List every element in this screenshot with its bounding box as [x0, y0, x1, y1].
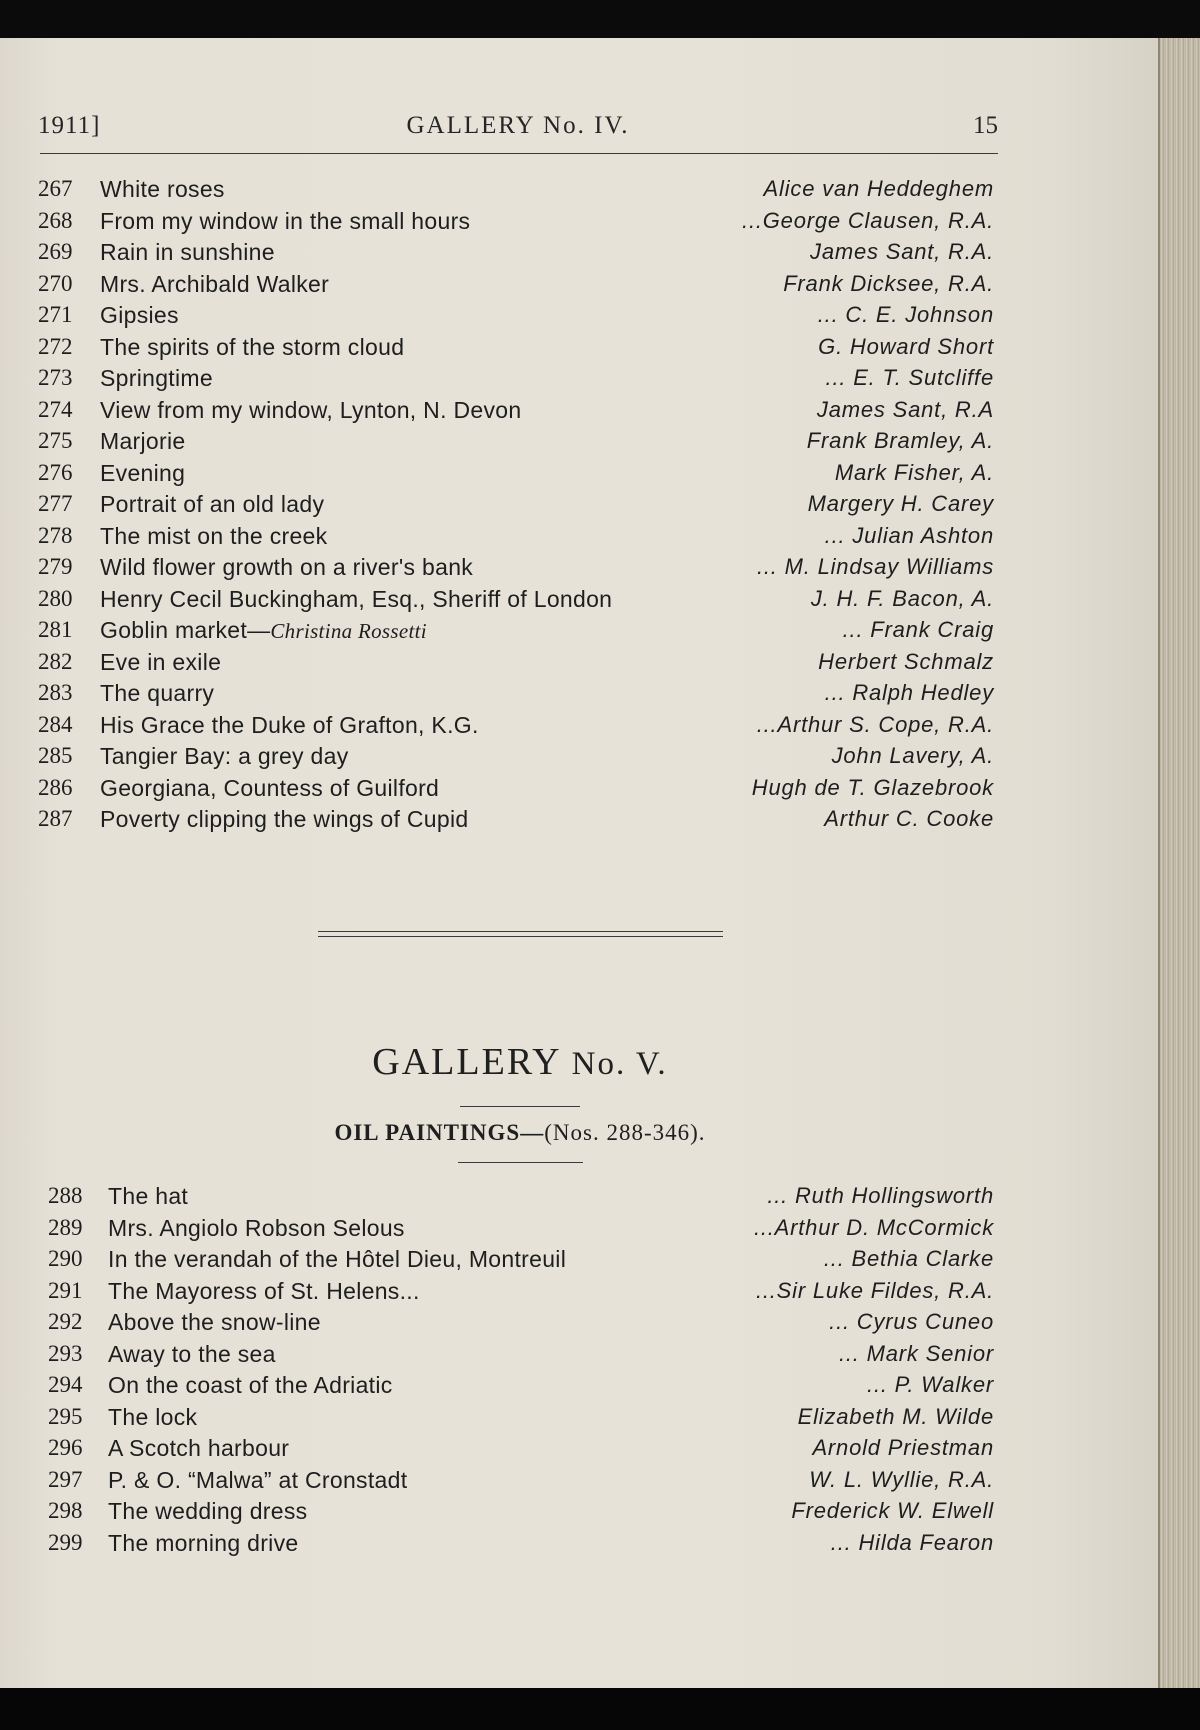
catalogue-entry [0, 712, 1000, 744]
entry-title: Eve in exile [100, 648, 222, 675]
entry-artist: ... Hilda Fearon [830, 1529, 994, 1555]
entry-title: The mist on the creek [100, 522, 328, 549]
entry-title: A Scotch harbour [108, 1435, 290, 1461]
entry-artist: G. Howard Short [818, 333, 994, 359]
catalogue-entry [0, 743, 1000, 775]
entry-number: 276 [38, 459, 73, 485]
entry-literary-reference: Christina Rossetti [270, 619, 427, 643]
entry-artist: ... P. Walker [867, 1372, 994, 1397]
entry-artist: ... Julian Ashton [824, 522, 994, 548]
entry-title: The Mayoress of St. Helens... [108, 1277, 420, 1304]
entry-artist: ...Arthur D. McCormick [753, 1214, 994, 1240]
catalogue-entry [0, 554, 1000, 586]
catalogue-entry [0, 428, 1000, 460]
entry-number: 290 [48, 1246, 83, 1271]
catalogue-entry [0, 1404, 1000, 1436]
section-title-rule [460, 1106, 580, 1107]
entry-title: The morning drive [108, 1529, 299, 1556]
entry-number: 272 [38, 333, 73, 359]
gallery-iv-list [0, 176, 1000, 838]
entry-number: 270 [38, 270, 73, 296]
catalogue-entry [0, 1530, 1000, 1562]
entry-artist: Frank Dicksee, R.A. [783, 270, 994, 296]
entry-number: 281 [38, 617, 73, 642]
book-page-edges [1158, 38, 1200, 1690]
entry-title: P. & O. “Malwa” at Cronstadt [108, 1466, 408, 1493]
entry-number: 277 [38, 491, 73, 516]
entry-title: Poverty clipping the wings of Cupid [100, 806, 469, 832]
entry-number: 298 [48, 1498, 83, 1523]
entry-artist: Elizabeth M. Wilde [797, 1403, 994, 1429]
entry-title: Tangier Bay: a grey day [100, 743, 349, 769]
entry-artist: ... C. E. Johnson [817, 302, 994, 327]
catalogue-entry [0, 586, 1000, 618]
entry-artist: Frank Bramley, A. [806, 428, 994, 453]
entry-artist: Mark Fisher, A. [834, 459, 994, 485]
entry-number: 294 [48, 1372, 83, 1397]
entry-artist: ... Mark Senior [838, 1340, 994, 1366]
entry-title: Mrs. Archibald Walker [100, 270, 330, 297]
catalogue-entry [0, 302, 1000, 334]
section-subtitle [275, 1120, 765, 1146]
catalogue-entry [0, 208, 1000, 240]
entry-artist: ... Cyrus Cuneo [829, 1309, 994, 1334]
catalogue-entry [0, 1183, 1000, 1215]
entry-title: The spirits of the storm cloud [100, 333, 405, 360]
header-rule [40, 153, 998, 154]
entry-number: 283 [38, 680, 73, 705]
entry-number: 289 [48, 1214, 83, 1240]
entry-title: White roses [100, 176, 225, 202]
entry-artist: John Lavery, A. [831, 743, 994, 768]
entry-artist: Margery H. Carey [807, 491, 994, 516]
subtitle-text: OIL PAINTINGS— [334, 1120, 545, 1145]
entry-number: 275 [38, 428, 73, 453]
entry-number: 274 [38, 396, 73, 422]
catalogue-entry [0, 649, 1000, 681]
entry-number: 273 [38, 365, 73, 390]
section-title-text: GALLERY [372, 1041, 561, 1083]
page-number: 15 [973, 112, 998, 139]
entry-artist: Alice van Heddeghem [763, 176, 994, 201]
entry-number: 295 [48, 1403, 83, 1429]
entry-title: In the verandah of the Hôtel Dieu, Montreuil [108, 1246, 567, 1272]
catalogue-entry [0, 1435, 1000, 1467]
entry-number: 271 [38, 302, 73, 327]
entry-title: Above the snow-line [108, 1309, 321, 1335]
entry-title: Portrait of an old lady [100, 491, 325, 517]
entry-title: His Grace the Duke of Grafton, K.G. [100, 711, 479, 738]
entry-title: Gipsies [100, 302, 179, 328]
catalogue-entry [0, 1467, 1000, 1499]
entry-artist: Arthur C. Cooke [824, 806, 994, 831]
catalogue-entry [0, 271, 1000, 303]
entry-artist: ...Arthur S. Cope, R.A. [756, 711, 994, 737]
entry-artist: Frederick W. Elwell [791, 1498, 994, 1523]
header-title: GALLERY No. IV. [406, 112, 630, 139]
entry-title: Mrs. Angiolo Robson Selous [108, 1214, 405, 1241]
catalogue-entry [0, 806, 1000, 838]
entry-title: Rain in sunshine [100, 239, 275, 265]
catalogue-entry [0, 1215, 1000, 1247]
entry-number: 280 [38, 585, 73, 611]
entry-number: 288 [48, 1183, 83, 1208]
entry-title: Wild flower growth on a river's bank [100, 554, 474, 580]
bottom-shadow [0, 1688, 1200, 1730]
entry-artist: ... Ralph Hedley [824, 680, 994, 705]
entry-artist: ...Sir Luke Fildes, R.A. [755, 1277, 994, 1303]
section-subtitle-rule [458, 1162, 583, 1163]
entry-artist: J. H. F. Bacon, A. [810, 585, 994, 611]
catalogue-entry [0, 680, 1000, 712]
entry-title: Georgiana, Countess of Guilford [100, 774, 440, 801]
entry-artist: ... Bethia Clarke [823, 1246, 994, 1271]
entry-number: 267 [38, 176, 73, 201]
entry-number: 299 [48, 1529, 83, 1555]
entry-title: View from my window, Lynton, N. Devon [100, 396, 522, 423]
section-title-number: No. V. [571, 1046, 668, 1082]
entry-number: 285 [38, 743, 73, 768]
subtitle-range: (Nos. 288-346). [544, 1120, 706, 1145]
entry-number: 287 [38, 806, 73, 831]
entry-artist: ... M. Lindsay Williams [756, 554, 994, 579]
entry-number: 279 [38, 554, 73, 579]
entry-number: 268 [38, 207, 73, 233]
entry-artist: Herbert Schmalz [818, 648, 994, 674]
entry-number: 296 [48, 1435, 83, 1460]
entry-number: 284 [38, 711, 73, 737]
entry-artist: ... E. T. Sutcliffe [825, 365, 994, 390]
catalogue-entry [0, 1246, 1000, 1278]
entry-title: On the coast of the Adriatic [108, 1372, 393, 1398]
entry-title-text: Goblin market— [100, 617, 271, 643]
entry-artist: ... Ruth Hollingsworth [767, 1183, 994, 1208]
catalogue-entry [0, 176, 1000, 208]
entry-title [100, 617, 427, 644]
catalogue-entry [0, 334, 1000, 366]
catalogue-entry [0, 397, 1000, 429]
entry-number: 292 [48, 1309, 83, 1334]
entry-artist: ... Frank Craig [842, 617, 994, 642]
entry-artist: Hugh de T. Glazebrook [751, 774, 994, 800]
catalogue-entry [0, 239, 1000, 271]
gallery-v-list [0, 1183, 1000, 1561]
entry-number: 282 [38, 648, 73, 674]
entry-title: The hat [108, 1183, 189, 1209]
entry-title: The lock [108, 1403, 198, 1430]
catalogue-entry [0, 775, 1000, 807]
entry-number: 291 [48, 1277, 83, 1303]
entry-artist: James Sant, R.A [816, 396, 994, 422]
entry-number: 278 [38, 522, 73, 548]
section-divider [318, 931, 723, 937]
catalogue-entry [0, 491, 1000, 523]
entry-title: The quarry [100, 680, 215, 706]
entry-title: Henry Cecil Buckingham, Esq., Sheriff of London [100, 585, 613, 612]
entry-title: Away to the sea [108, 1340, 276, 1367]
running-head [38, 112, 998, 146]
entry-artist: James Sant, R.A. [810, 239, 994, 264]
catalogue-entry [0, 1278, 1000, 1310]
entry-number: 269 [38, 239, 73, 264]
entry-number: 297 [48, 1466, 83, 1492]
catalogue-entry [0, 460, 1000, 492]
section-title [300, 1040, 740, 1084]
entry-artist: W. L. Wyllie, R.A. [809, 1466, 994, 1492]
entry-artist: ...George Clausen, R.A. [742, 207, 994, 233]
catalogue-entry [0, 1309, 1000, 1341]
entry-title: Evening [100, 459, 186, 486]
catalogue-entry [0, 365, 1000, 397]
entry-title: Springtime [100, 365, 213, 391]
catalogue-entry [0, 523, 1000, 555]
entry-title: From my window in the small hours [100, 207, 471, 234]
entry-title: Marjorie [100, 428, 186, 454]
entry-title: The wedding dress [108, 1498, 308, 1524]
catalogue-entry [0, 1341, 1000, 1373]
catalogue-entry [0, 1498, 1000, 1530]
catalogue-entry [0, 617, 1000, 649]
entry-artist: Arnold Priestman [812, 1435, 994, 1460]
catalogue-entry [0, 1372, 1000, 1404]
entry-number: 293 [48, 1340, 83, 1366]
header-year: 1911] [38, 112, 101, 139]
entry-number: 286 [38, 774, 73, 800]
